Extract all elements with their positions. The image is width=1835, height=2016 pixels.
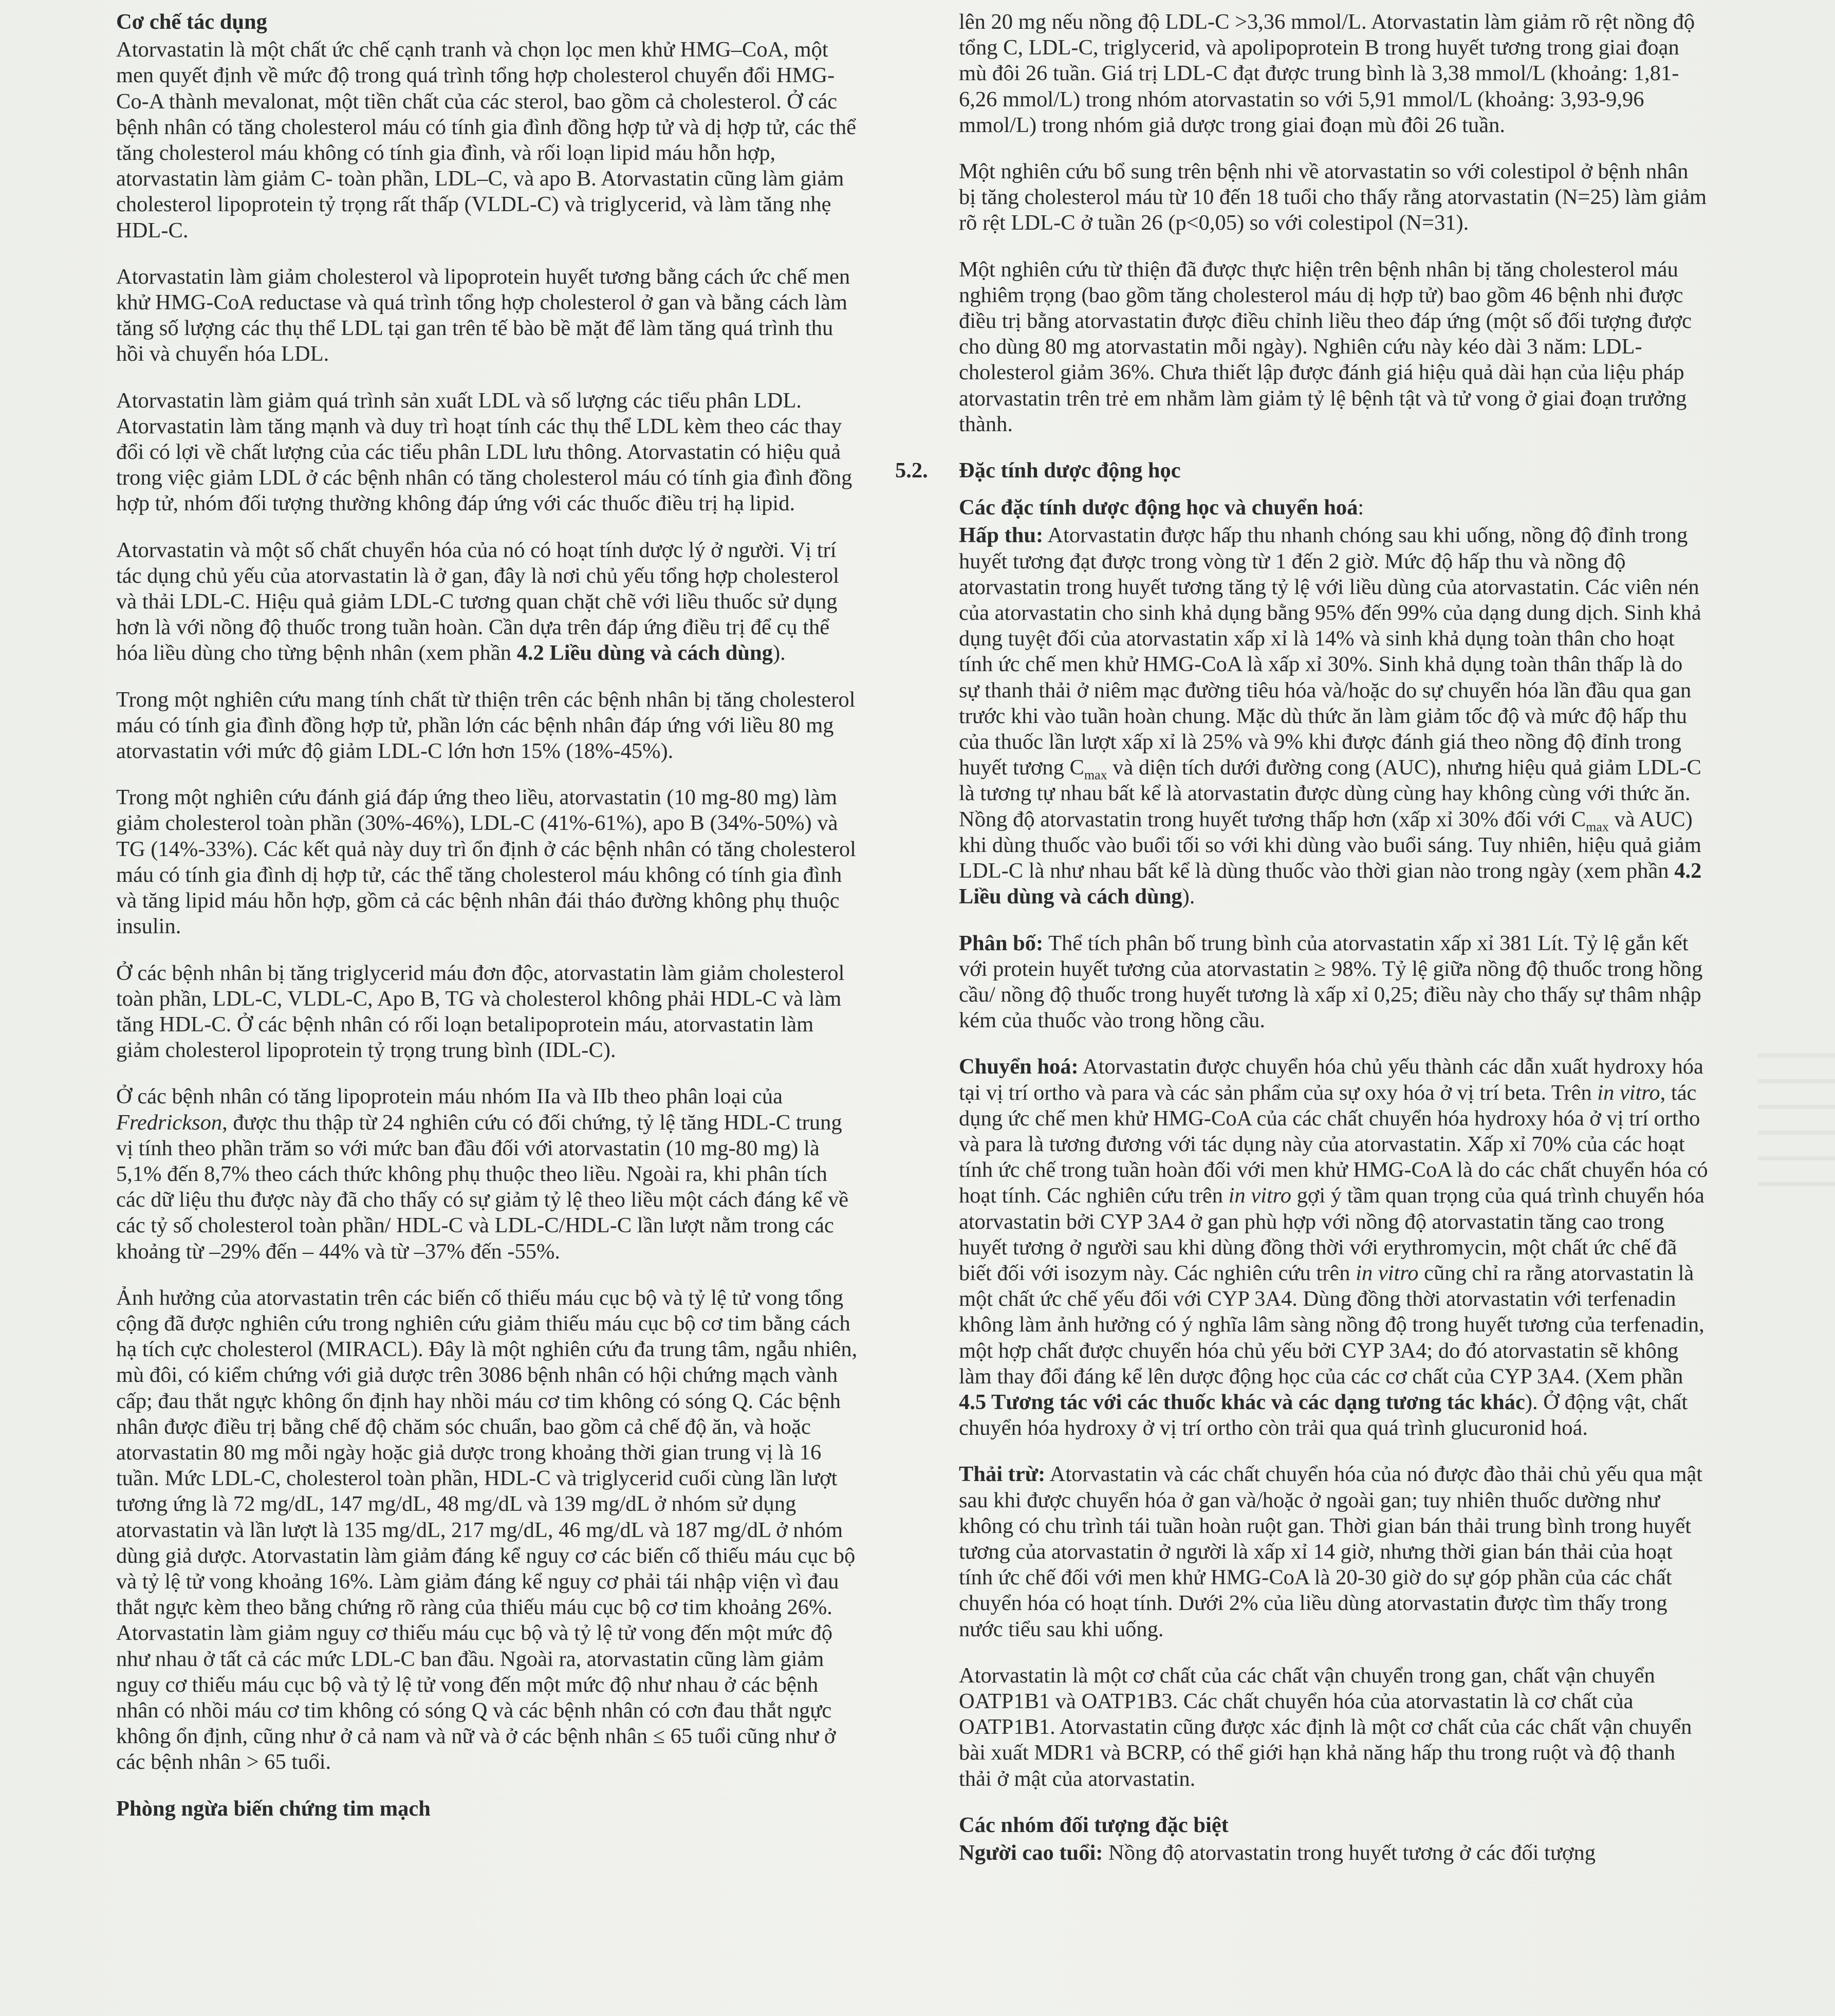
paragraph: Atorvastatin làm giảm quá trình sản xuất LDL và số lượng các tiểu phân LDL. Atorvastatin làm tăng mạnh và duy trì hoạt tính các thụ thể LDL kèm theo các thay đổi có lợi về chất lượng của các tiểu phân LDL lưu thông. Atorvastatin có hiệu quả trong việc giảm LDL ở các bệnh nhân có tăng cholesterol máu có tính gia đình đồng hợp tử, nhóm đối tượng thường không đáp ứng với các thuốc điều trị hạ lipid.: [116, 388, 852, 516]
label-metabolism: Chuyển hoá:: [959, 1055, 1079, 1079]
paragraph: Trong một nghiên cứu mang tính chất từ thiện trên các bệnh nhân bị tăng cholesterol máu có tính gia đình đồng hợp tử, phần lớn các bệnh nhân đáp ứng với liều 80 mg atorvastatin với mức độ giảm LDL-C lớn hơn 15% (18%-45%).: [116, 687, 856, 764]
paragraph: Atorvastatin là một chất ức chế cạnh tranh và chọn lọc men khử HMG–CoA, một men quyết định về mức độ trong quá trình tổng hợp cholesterol chuyển đổi HMG-Co-A thành mevalonat, một tiền chất của các sterol, bao gồm cả cholesterol. Ở các bệnh nhân có tăng cholesterol máu có tính gia đình đồng hợp tử và dị hợp tử, các thể tăng cholesterol máu không có tính gia đình, và rối loạn lipid máu hỗn hợp, atorvastatin làm giảm C- toàn phần, LDL–C, và apo B. Atorvastatin cũng làm giảm cholesterol lipoprotein tỷ trọng rất thấp (VLDL-C) và triglycerid, và làm tăng nhẹ HDL-C.: [116, 38, 857, 243]
paragraph-absorption: [959, 523, 1708, 910]
text: Atorvastatin và một số chất chuyển hóa của nó có hoạt tính dược lý ở người. Vị trí tác dụng chủ yếu của atorvastatin là ở gan, đây là nơi chủ yếu tổng hợp cholesterol và thải LDL-C. Hiệu quả giảm LDL-C tương quan chặt chẽ với liều thuốc sử dụng hơn là với nồng độ thuốc trong tuần hoàn. Cần dựa trên đáp ứng điều trị để cụ thể hóa liều dùng cho từng bệnh nhân (xem phần: [116, 538, 839, 665]
section-heading-prevention: Phòng ngừa biến chứng tim mạch: [116, 1796, 431, 1821]
text: ). Ở động vật, chất chuyển hóa hydroxy ở vị trí ortho còn trải qua quá trình glucuronid hoá.: [959, 1390, 1688, 1440]
paragraph: Ảnh hưởng của atorvastatin trên các biến cố thiếu máu cục bộ và tỷ lệ tử vong tổng cộng đã được nghiên cứu trong nghiên cứu giảm thiếu máu cục bộ cơ tim bằng cách hạ tích cực cholesterol (MIRACL). Đây là một nghiên cứu đa trung tâm, ngẫu nhiên, mù đôi, có kiểm chứng với giả dược trên 3086 bệnh nhân có hội chứng mạch vành cấp; đau thắt ngực không ổn định hay nhồi máu cơ tim không có sóng Q. Các bệnh nhân được điều trị bằng chế độ chăm sóc chuẩn, bao gồm cả chế độ ăn, và hoặc atorvastatin 80 mg mỗi ngày hoặc giả dược trong khoảng thời gian trung vị là 16 tuần. Mức LDL-C, cholesterol toàn phần, HDL-C và triglycerid cuối cùng lần lượt tương ứng là 72 mg/dL, 147 mg/dL, 48 mg/dL và 139 mg/dL ở nhóm sử dụng atorvastatin và lần lượt là 135 mg/dL, 217 mg/dL, 46 mg/dL và 187 mg/dL ở nhóm dùng giả dược. Atorvastatin làm giảm đáng kể nguy cơ các biến cố thiếu máu cục bộ và tỷ lệ tử vong khoảng 16%. Làm giảm đáng kể nguy cơ phải tái nhập viện vì đau thắt ngực kèm theo bằng chứng rõ ràng của thiếu máu cục bộ cơ tim khoảng 26%. Atorvastatin làm giảm nguy cơ thiếu máu cục bộ và tỷ lệ tử vong đến một mức độ như nhau ở tất cả các mức LDL-C ban đầu. Ngoài ra, atorvastatin cũng làm giảm nguy cơ thiếu máu cục bộ và tỷ lệ tử vong đến một mức độ như nhau ở các bệnh nhân có nhồi máu cơ tim không có sóng Q và các bệnh nhân có cơn đau thắt ngực không ổn định, cũng như ở cả nam và nữ và ở các bệnh nhân ≤ 65 tuổi cũng như ở các bệnh nhân > 65 tuổi.: [116, 1285, 858, 1774]
paragraph-elderly: [959, 1840, 1708, 1866]
section-title: Đặc tính dược động học: [959, 458, 1181, 483]
paragraph: Atorvastatin làm giảm cholesterol và lipoprotein huyết tương bằng cách ức chế men khử HMG-CoA reductase và quá trình tổng hợp cholesterol ở gan và bằng cách làm tăng số lượng các thụ thể LDL tại gan trên tế bào bề mặt để làm tăng quá trình thu hồi và chuyển hóa LDL.: [116, 264, 850, 366]
paragraph-elimination: [959, 1462, 1708, 1642]
paragraph: Một nghiên cứu bổ sung trên bệnh nhi về atorvastatin so với colestipol ở bệnh nhân bị tăng cholesterol máu từ 10 đến 18 tuổi cho thấy rằng atorvastatin (N=25) làm giảm rõ rệt LDL-C ở tuần 26 (p<0,05) so với colestipol (N=31).: [959, 159, 1707, 235]
paragraph: Ở các bệnh nhân bị tăng triglycerid máu đơn độc, atorvastatin làm giảm cholesterol toàn phần, LDL-C, VLDL-C, Apo B, TG và cholesterol không phải HDL-C và làm tăng HDL-C. Ở các bệnh nhân có rối loạn betalipoprotein máu, atorvastatin làm giảm cholesterol lipoprotein tỷ trọng trung bình (IDL-C).: [116, 960, 845, 1063]
section-reference: 4.2 Liều dùng và cách dùng: [959, 859, 1702, 909]
paragraph: lên 20 mg nếu nồng độ LDL-C >3,36 mmol/L. Atorvastatin làm giảm rõ rệt nồng độ tổng C, LDL-C, triglycerid, và apolipoprotein B trong huyết tương trong giai đoạn mù đôi 26 tuần. Giá trị LDL-C đạt được trung bình là 3,38 mmol/L (khoảng: 1,81-6,26 mmol/L) trong nhóm atorvastatin so với 5,91 mmol/L (khoảng: 3,93-9,96 mmol/L) trong nhóm giả dược trong giai đoạn mù đôi 26 tuần.: [959, 10, 1695, 137]
text: Thể tích phân bố trung bình của atorvastatin xấp xỉ 381 Lít. Tỷ lệ gắn kết với protein huyết tương của atorvastatin ≥ 98%. Tỷ lệ giữa nồng độ thuốc trong hồng cầu/ nồng độ thuốc trong huyết tương là xấp xỉ 0,25; điều này cho thấy sự thâm nhập kém của thuốc vào trong hồng cầu.: [959, 931, 1703, 1033]
paragraph-metabolism: [959, 1054, 1708, 1441]
subheading-pk-properties: [959, 495, 1708, 521]
text: và diện tích dưới đường cong (AUC), nhưng hiệu quả giảm LDL-C là tương tự nhau bất kể là atorvastatin được dùng cùng hay không cùng với thức ăn. Nồng độ atorvastatin trong huyết tương thấp hơn (xấp xỉ 30% đối với C: [959, 755, 1701, 831]
paragraph: [116, 538, 861, 667]
subscript: max: [1084, 767, 1107, 783]
text: Atorvastatin được chuyển hóa chủ yếu thành các dẫn xuất hydroxy hóa tại vị trí ortho và para và các sản phẩm của sự oxy hóa ở vị trí beta. Trên: [959, 1055, 1703, 1105]
section-number: 5.2.: [895, 458, 928, 483]
text: Atorvastatin được hấp thu nhanh chóng sau khi uống, nồng độ đỉnh trong huyết tương đạt được trong vòng từ 1 đến 2 giờ. Mức độ hấp thu và nồng độ atorvastatin trong huyết tương tăng tỷ lệ với liều dùng của atorvastatin. Các viên nén của atorvastatin cho sinh khả dụng bằng 95% đến 99% của dạng dung dịch. Sinh khả dụng tuyệt đối của atorvastatin xấp xỉ là 14% và sinh khả dụng toàn thân cho hoạt tính ức chế men khử HMG-CoA là xấp xỉ 30%. Sinh khả dụng toàn thân thấp là do sự thanh thải ở niêm mạc đường tiêu hóa và/hoặc do sự chuyển hóa lần đầu qua gan trước khi vào tuần hoàn chung. Mặc dù thức ăn làm giảm tốc độ và mức độ hấp thu của thuốc lần lượt xấp xỉ là 25% và 9% khi được đánh giá theo nồng độ đỉnh trong huyết tương C: [959, 523, 1701, 780]
italic-term: in vitro: [1356, 1261, 1419, 1285]
text: , tác dụng ức chế men khử HMG-CoA của các chất chuyển hóa hydroxy hóa ở vị trí ortho và para là tương đương với tác dụng này của atorvastatin. Xấp xỉ 70% của các hoạt tính ức chế trong tuần hoàn đối với men khử HMG-CoA là do các chất chuyển hóa có hoạt tính. Các nghiên cứu trên: [959, 1080, 1708, 1208]
text: gợi ý tầm quan trọng của quá trình chuyển hóa atorvastatin bởi CYP 3A4 ở gan phù hợp với nồng độ atorvastatin tăng cao trong huyết tương ở người sau khi dùng đồng thời với erythromycin, một chất ức chế đã biết đối với isozym này. Các nghiên cứu trên: [959, 1183, 1704, 1285]
label-distribution: Phân bố:: [959, 931, 1044, 955]
section-heading-mechanism: Cơ chế tác dụng: [116, 10, 267, 34]
scan-edge-shading: [1758, 1053, 1835, 1208]
paragraph-distribution: [959, 931, 1708, 1034]
label-absorption: Hấp thu:: [959, 523, 1044, 548]
italic-term: in vitro: [1228, 1183, 1292, 1208]
section-heading-pharmacokinetics: [895, 458, 1708, 484]
text: ).: [1182, 884, 1195, 909]
section-reference: 4.5 Tương tác với các thuốc khác và các dạng tương tác khác: [959, 1390, 1525, 1414]
text: , được thu thập từ 24 nghiên cứu có đối chứng, tỷ lệ tăng HDL-C trung vị tính theo phần trăm so với mức ban đầu đối với atorvastatin (10 mg-80 mg) là 5,1% đến 8,7% theo cách thức không phụ thuộc theo liều. Ngoài ra, khi phân tích các dữ liệu thu được này đã cho thấy có sự giảm tỷ lệ theo liều một cách đáng kể về các tỷ số cholesterol toàn phần/ HDL-C và LDL-C/HDL-C lần lượt nằm trong các khoảng từ –29% đến – 44% và từ –37% đến -55%.: [116, 1110, 849, 1264]
paragraph: Trong một nghiên cứu đánh giá đáp ứng theo liều, atorvastatin (10 mg-80 mg) làm giảm cholesterol toàn phần (30%-46%), LDL-C (41%-61%), apo B (34%-50%) và TG (14%-33%). Các kết quả này duy trì ổn định ở các bệnh nhân có tăng cholesterol máu có tính gia đình dị hợp tử, các thể tăng cholesterol máu không có tính gia đình và tăng lipid máu hỗn hợp, gồm cả các bệnh nhân đái tháo đường không phụ thuộc insulin.: [116, 785, 856, 939]
subheading-text: Các đặc tính dược động học và chuyển hoá: [959, 495, 1358, 520]
subscript: max: [1586, 819, 1609, 835]
text: Nồng độ atorvastatin trong huyết tương ở các đối tượng: [1103, 1841, 1596, 1865]
text: ).: [772, 641, 786, 665]
text: cũng chỉ ra rằng atorvastatin là một chất ức chế yếu đối với CYP 3A4. Dùng đồng thời atorvastatin với terfenadin không làm ảnh hưởng có ý nghĩa lâm sàng nồng độ trong huyết tương của terfenadin, một hợp chất được chuyển hóa chủ yếu bởi CYP 3A4; do đó atorvastatin sẽ không làm thay đổi đáng kể lên dược động học của các cơ chất của CYP 3A4. (Xem phần: [959, 1261, 1704, 1389]
italic-term: Fredrickson: [116, 1110, 223, 1135]
subheading-special-populations: Các nhóm đối tượng đặc biệt: [959, 1812, 1229, 1837]
text: và AUC) khi dùng thuốc vào buổi tối so với khi dùng vào buổi sáng. Tuy nhiên, hiệu quả giảm LDL-C là như nhau bất kể là dùng thuốc vào thời gian nào trong ngày (xem phần: [959, 807, 1701, 883]
left-column: [116, 9, 861, 1824]
label-elderly: Người cao tuổi:: [959, 1841, 1103, 1865]
text: Atorvastatin và các chất chuyển hóa của nó được đào thải chủ yếu qua mật sau khi được chuyển hóa ở gan và/hoặc ở ngoài gan; tuy nhiên thuốc dường như không có chu trình tái tuần hoàn ruột gan. Thời gian bán thải trung bình trong huyết tương của atorvastatin ở người là xấp xỉ 14 giờ, nhưng thời gian bán thải của hoạt tính ức chế đối với men khử HMG-CoA là 20-30 giờ do sự góp phần của các chất chuyển hóa có hoạt tính. Dưới 2% của liều dùng atorvastatin được tìm thấy trong nước tiểu sau khi uống.: [959, 1462, 1703, 1641]
paragraph-transporters: Atorvastatin là một cơ chất của các chất vận chuyển trong gan, chất vận chuyển OATP1B1 và OATP1B3. Các chất chuyển hóa của atorvastatin là cơ chất của OATP1B1. Atorvastatin cũng được xác định là một cơ chất của các chất vận chuyển bài xuất MDR1 và BCRP, có thể giới hạn khả năng hấp thu trong ruột và độ thanh thải ở mật của atorvastatin.: [959, 1663, 1692, 1791]
paragraph: Một nghiên cứu từ thiện đã được thực hiện trên bệnh nhân bị tăng cholesterol máu nghiêm trọng (bao gồm tăng cholesterol máu dị hợp tử) bao gồm 46 bệnh nhi được điều trị bằng atorvastatin được điều chỉnh liều theo đáp ứng (một số đối tượng được cho dùng 80 mg atorvastatin mỗi ngày). Nghiên cứu này kéo dài 3 năm: LDL-cholesterol giảm 36%. Chưa thiết lập được đánh giá hiệu quả dài hạn của liệu pháp atorvastatin trên trẻ em nhằm làm giảm tỷ lệ bệnh tật và tử vong ở giai đoạn trưởng thành.: [959, 257, 1692, 436]
section-reference: 4.2 Liều dùng và cách dùng: [516, 641, 773, 665]
italic-term: in vitro: [1597, 1080, 1660, 1105]
right-column: [895, 9, 1708, 1886]
text: Ở các bệnh nhân có tăng lipoprotein máu nhóm IIa và IIb theo phân loại của: [116, 1084, 783, 1109]
paragraph: [116, 1084, 861, 1264]
colon: :: [1358, 495, 1364, 520]
label-elimination: Thải trừ:: [959, 1462, 1046, 1487]
